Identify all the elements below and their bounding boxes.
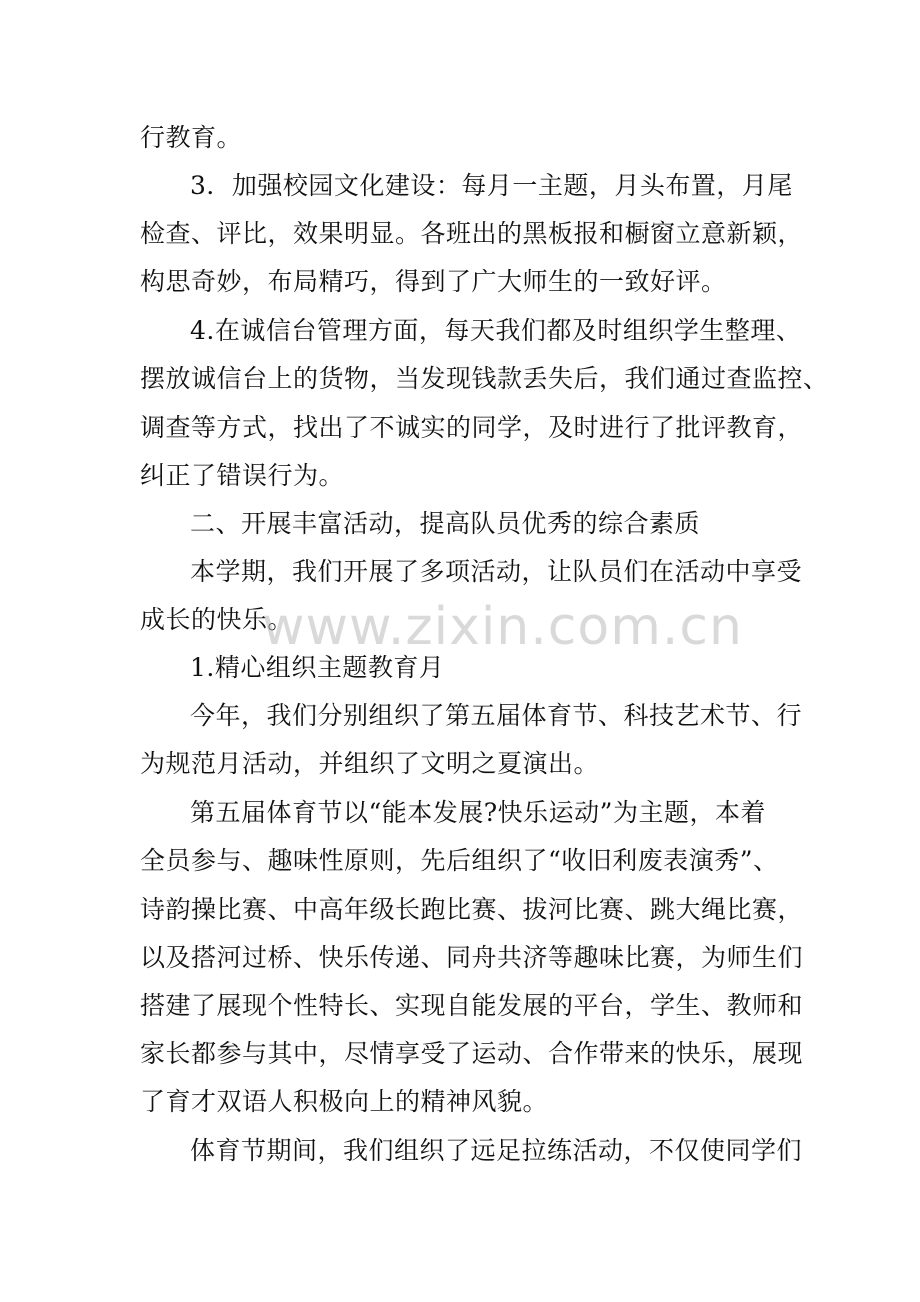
text-line-5: 4.在诚信台管理方面，每天我们都及时组织学生整理、	[190, 316, 802, 345]
text-line-14: 为规范月活动，并组织了文明之夏演出。	[140, 749, 600, 778]
watermark-text: www.zixin.com.cn	[262, 597, 743, 657]
text-line-15: 第五届体育节以“能本发展?快乐运动”为主题，本着	[190, 798, 766, 827]
subsection-heading: 1.精心组织主题教育月	[190, 653, 445, 682]
text-line-3: 检查、评比，效果明显。各班出的黑板报和橱窗立意新颖，	[140, 219, 804, 248]
text-line-4: 构思奇妙，布局精巧，得到了广大师生的一致好评。	[140, 267, 727, 296]
text-line-7: 调查等方式，找出了不诚实的同学，及时进行了批评教育，	[140, 413, 804, 442]
text-line-11: 成长的快乐。	[140, 605, 294, 634]
text-line-18: 以及搭河过桥、快乐传递、同舟共济等趣味比赛，为师生们	[140, 943, 804, 972]
text-line-2: 3．加强校园文化建设：每月一主题，月头布置，月尾	[190, 171, 793, 200]
text-line-20: 家长都参与其中，尽情享受了运动、合作带来的快乐，展现	[140, 1039, 804, 1068]
text-line-8: 纠正了错误行为。	[140, 461, 345, 490]
text-line-6: 摆放诚信台上的货物，当发现钱款丢失后，我们通过查监控、	[140, 364, 829, 393]
section-heading: 二、开展丰富活动，提高队员优秀的综合素质	[190, 509, 701, 538]
text-line-22: 体育节期间，我们组织了远足拉练活动，不仅使同学们	[190, 1136, 803, 1165]
text-line-17: 诗韵操比赛、中高年级长跑比赛、拔河比赛、跳大绳比赛，	[140, 895, 804, 924]
text-line-13: 今年，我们分别组织了第五届体育节、科技艺术节、行	[190, 701, 803, 730]
text-line-10: 本学期，我们开展了多项活动，让队员们在活动中享受	[190, 557, 803, 586]
text-line-1: 行教育。	[140, 123, 243, 152]
text-line-21: 了育才双语人积极向上的精神风貌。	[140, 1087, 549, 1116]
text-line-16: 全员参与、趣味性原则，先后组织了“收旧利废表演秀”、	[140, 846, 779, 875]
text-line-19: 搭建了展现个性特长、实现自能发展的平台，学生、教师和	[140, 991, 804, 1020]
